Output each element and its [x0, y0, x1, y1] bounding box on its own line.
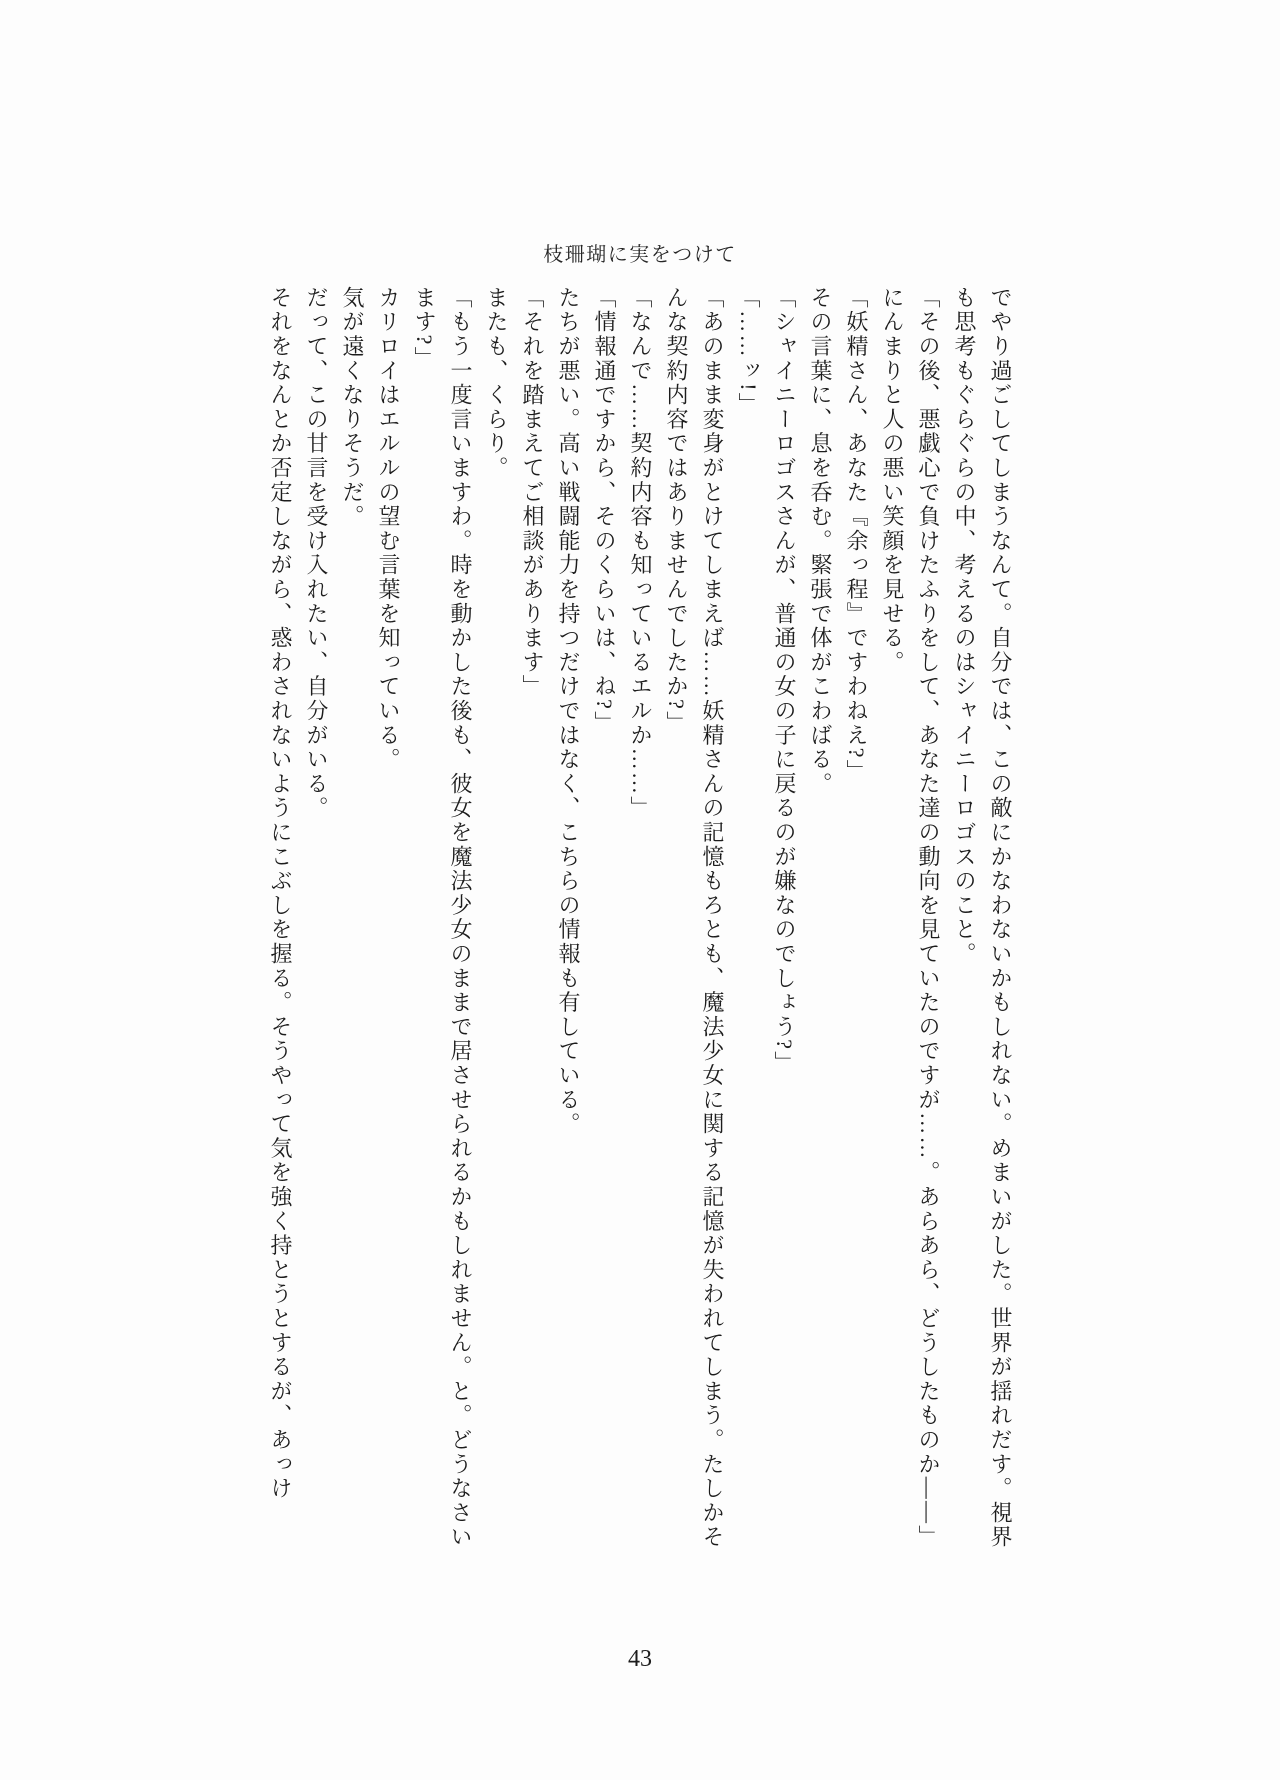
- vertical-text-block: [262, 286, 1018, 1596]
- text-column: 「シャイニーロゴスさんが、普通の女の子に戻るのが嫌なのでしょう?」: [772, 286, 797, 1076]
- text-column: またも、くらり。: [484, 286, 509, 481]
- text-column: 「なんで……契約内容も知っているエルか……」: [628, 286, 653, 821]
- text-column: んな契約内容ではありませんでしたか?」: [664, 286, 689, 736]
- text-column: 気が遠くなりそうだ。: [340, 286, 365, 529]
- text-column: たちが悪い。高い戦闘能力を持つだけではなく、こちらの情報も有している。: [556, 286, 581, 1137]
- text-column: 「妖精さん、あなた『余っ程』ですわねえ?」: [844, 286, 869, 785]
- text-column: 「情報通ですから、そのくらいは、ね?」: [592, 286, 617, 736]
- text-column: カリロイはエルルの望む言葉を知っている。: [376, 286, 401, 772]
- text-column: だって、この甘言を受け入れたい、自分がいる。: [304, 286, 329, 821]
- text-column: ます?」: [412, 286, 437, 371]
- text-column: でやり過ごしてしまうなんて。自分では、この敵にかなわないかもしれない。めまいがした。世界が揺れだす。視界: [988, 286, 1013, 1550]
- text-column: にんまりと人の悪い笑顔を見せる。: [880, 286, 905, 675]
- text-column: も思考もぐらぐらの中、考えるのはシャイニーロゴスのこと。: [952, 286, 977, 967]
- text-column: 「もう一度言いますわ。時を動かした後も、彼女を魔法少女のままで居させられるかもしれません。と。どうなさい: [448, 286, 473, 1550]
- text-column: それをなんとか否定しながら、惑わされないようにこぶしを握る。そうやって気を強く持とうとするが、あっけ: [268, 286, 293, 1501]
- text-column: 「それを踏まえてご相談があります」: [520, 286, 545, 700]
- running-header-title: 枝珊瑚に実をつけて: [543, 244, 737, 266]
- text-column: 「その後、悪戯心で負けたふりをして、あなた達の動向を見ていたのですが……。あらあら、どうしたものか――」: [916, 286, 941, 1550]
- text-column: 「あのまま変身がとけてしまえば……妖精さんの記憶もろとも、魔法少女に関する記憶が失われてしまう。たしかそ: [700, 286, 725, 1550]
- text-column: その言葉に、息を呑む。緊張で体がこわばる。: [808, 286, 833, 797]
- text-column: 「……ッ!」: [736, 286, 761, 418]
- page-number: 43: [628, 1646, 652, 1672]
